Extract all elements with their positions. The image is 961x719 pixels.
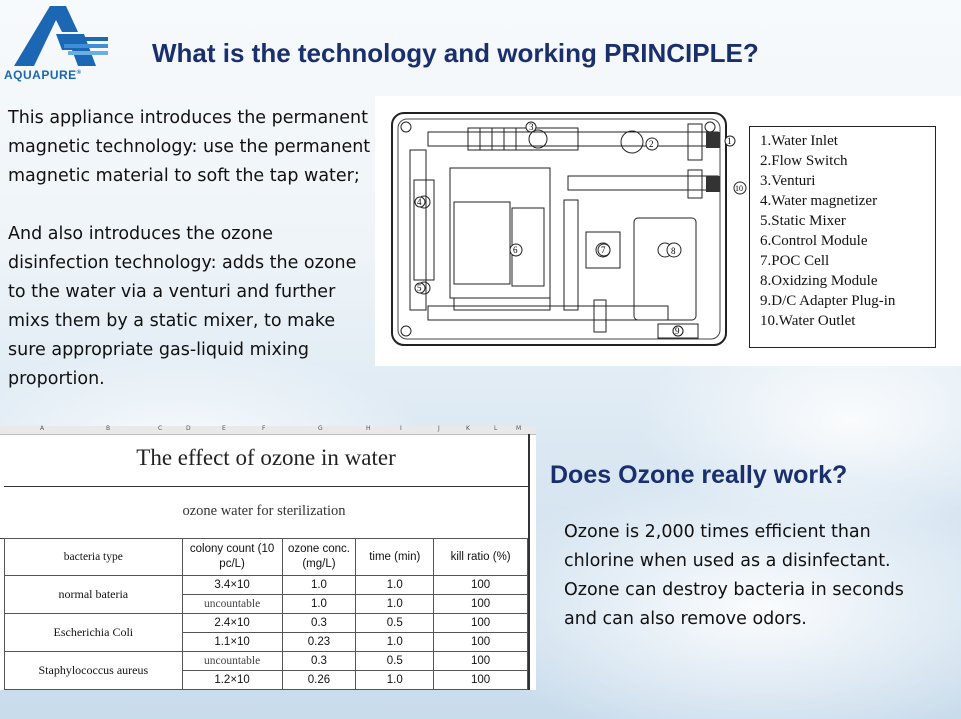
- kill-cell: 100: [434, 652, 528, 671]
- intro-text: [8, 104, 378, 394]
- diagram-number-4: 4: [417, 197, 422, 207]
- ozone-effect-sheet: [0, 426, 536, 690]
- colony-cell: 1.2×10: [182, 671, 282, 690]
- colony-cell: 3.4×10: [182, 576, 282, 595]
- ozone-cell: 0.23: [282, 633, 356, 652]
- ozone-cell: 0.3: [282, 614, 356, 633]
- legend-item: 7.POC Cell: [760, 253, 830, 269]
- diagram-number-6: 6: [513, 245, 518, 255]
- time-cell: 1.0: [356, 576, 434, 595]
- time-cell: 1.0: [356, 671, 434, 690]
- table-row: [5, 652, 528, 671]
- time-cell: 0.5: [356, 614, 434, 633]
- colony-cell: 2.4×10: [182, 614, 282, 633]
- sheet-border: [528, 434, 530, 690]
- legend-item: 1.Water Inlet: [760, 133, 838, 149]
- intro-paragraph-ozone: And also introduces the ozone disinfection technology: adds the ozone to the water via a venturi and further mixs them by a static mixer, to make sure appropriate gas-liquid mixing proportion.: [8, 224, 357, 389]
- legend-item: 6.Control Module: [760, 233, 868, 249]
- legend-item: 8.Oxidzing Module: [760, 273, 878, 289]
- header-cell: colony count (10 pc/L): [182, 539, 282, 576]
- kill-cell: 100: [434, 671, 528, 690]
- kill-cell: 100: [434, 595, 528, 614]
- table-row: [5, 576, 528, 595]
- question-answer-text: Ozone is 2,000 times efficient than chlorine when used as a disinfectant. Ozone can destroy bacteria in seconds and can also remove odors.: [564, 522, 904, 629]
- header-cell: kill ratio (%): [434, 539, 528, 576]
- intro-paragraph-magnetic: This appliance introduces the permanent magnetic technology: use the permanent magnetic material to soft the tap water;: [8, 108, 371, 186]
- ozone-cell: 1.0: [282, 595, 356, 614]
- diagram-number-8: 8: [671, 246, 676, 256]
- question-heading: Does Ozone really work?: [550, 461, 848, 489]
- colony-cell: 1.1×10: [182, 633, 282, 652]
- sheet-title: The effect of ozone in water: [4, 434, 528, 487]
- legend-item: 9.D/C Adapter Plug-in: [760, 293, 896, 309]
- diagram-number-3: 3: [529, 122, 534, 132]
- legend-item: 10.Water Outlet: [760, 313, 856, 329]
- table-header-row: [5, 539, 528, 576]
- legend-item: 5.Static Mixer: [760, 213, 846, 229]
- sterilization-table: [4, 538, 528, 690]
- bacteria-type-cell: Escherichia Coli: [5, 614, 183, 652]
- kill-cell: 100: [434, 614, 528, 633]
- bacteria-type-cell: normal bateria: [5, 576, 183, 614]
- brand-name: AQUAPURE®: [4, 68, 82, 82]
- kill-cell: 100: [434, 576, 528, 595]
- ozone-cell: 1.0: [282, 576, 356, 595]
- time-cell: 1.0: [356, 595, 434, 614]
- column-ruler: A B C D E F G H I J K L M: [0, 426, 536, 435]
- page-title: What is the technology and working PRINCIPLE?: [152, 38, 759, 68]
- kill-cell: 100: [434, 633, 528, 652]
- diagram-legend: [749, 126, 936, 348]
- legend-item: 4.Water magnetizer: [760, 193, 878, 209]
- diagram-number-9: 9: [675, 326, 680, 336]
- header-cell: ozone conc. (mg/L): [282, 539, 356, 576]
- appliance-schematic: [388, 110, 750, 354]
- time-cell: 1.0: [356, 633, 434, 652]
- diagram-number-1: 1: [727, 136, 732, 146]
- ozone-cell: 0.3: [282, 652, 356, 671]
- diagram-number-5: 5: [417, 283, 422, 293]
- sheet-subtitle: ozone water for sterilization: [0, 488, 528, 539]
- header-cell: time (min): [356, 539, 434, 576]
- diagram-number-10: 10: [735, 184, 743, 193]
- diagram-number-7: 7: [601, 245, 606, 255]
- time-cell: 0.5: [356, 652, 434, 671]
- bacteria-type-cell: Staphylococcus aureus: [5, 652, 183, 690]
- legend-item: 2.Flow Switch: [760, 153, 848, 169]
- legend-item: 3.Venturi: [760, 173, 816, 189]
- colony-cell: uncountable: [182, 595, 282, 614]
- diagram-number-2: 2: [649, 139, 654, 149]
- colony-cell: uncountable: [182, 652, 282, 671]
- header-cell: bacteria type: [5, 539, 183, 576]
- table-row: [5, 614, 528, 633]
- ozone-cell: 0.26: [282, 671, 356, 690]
